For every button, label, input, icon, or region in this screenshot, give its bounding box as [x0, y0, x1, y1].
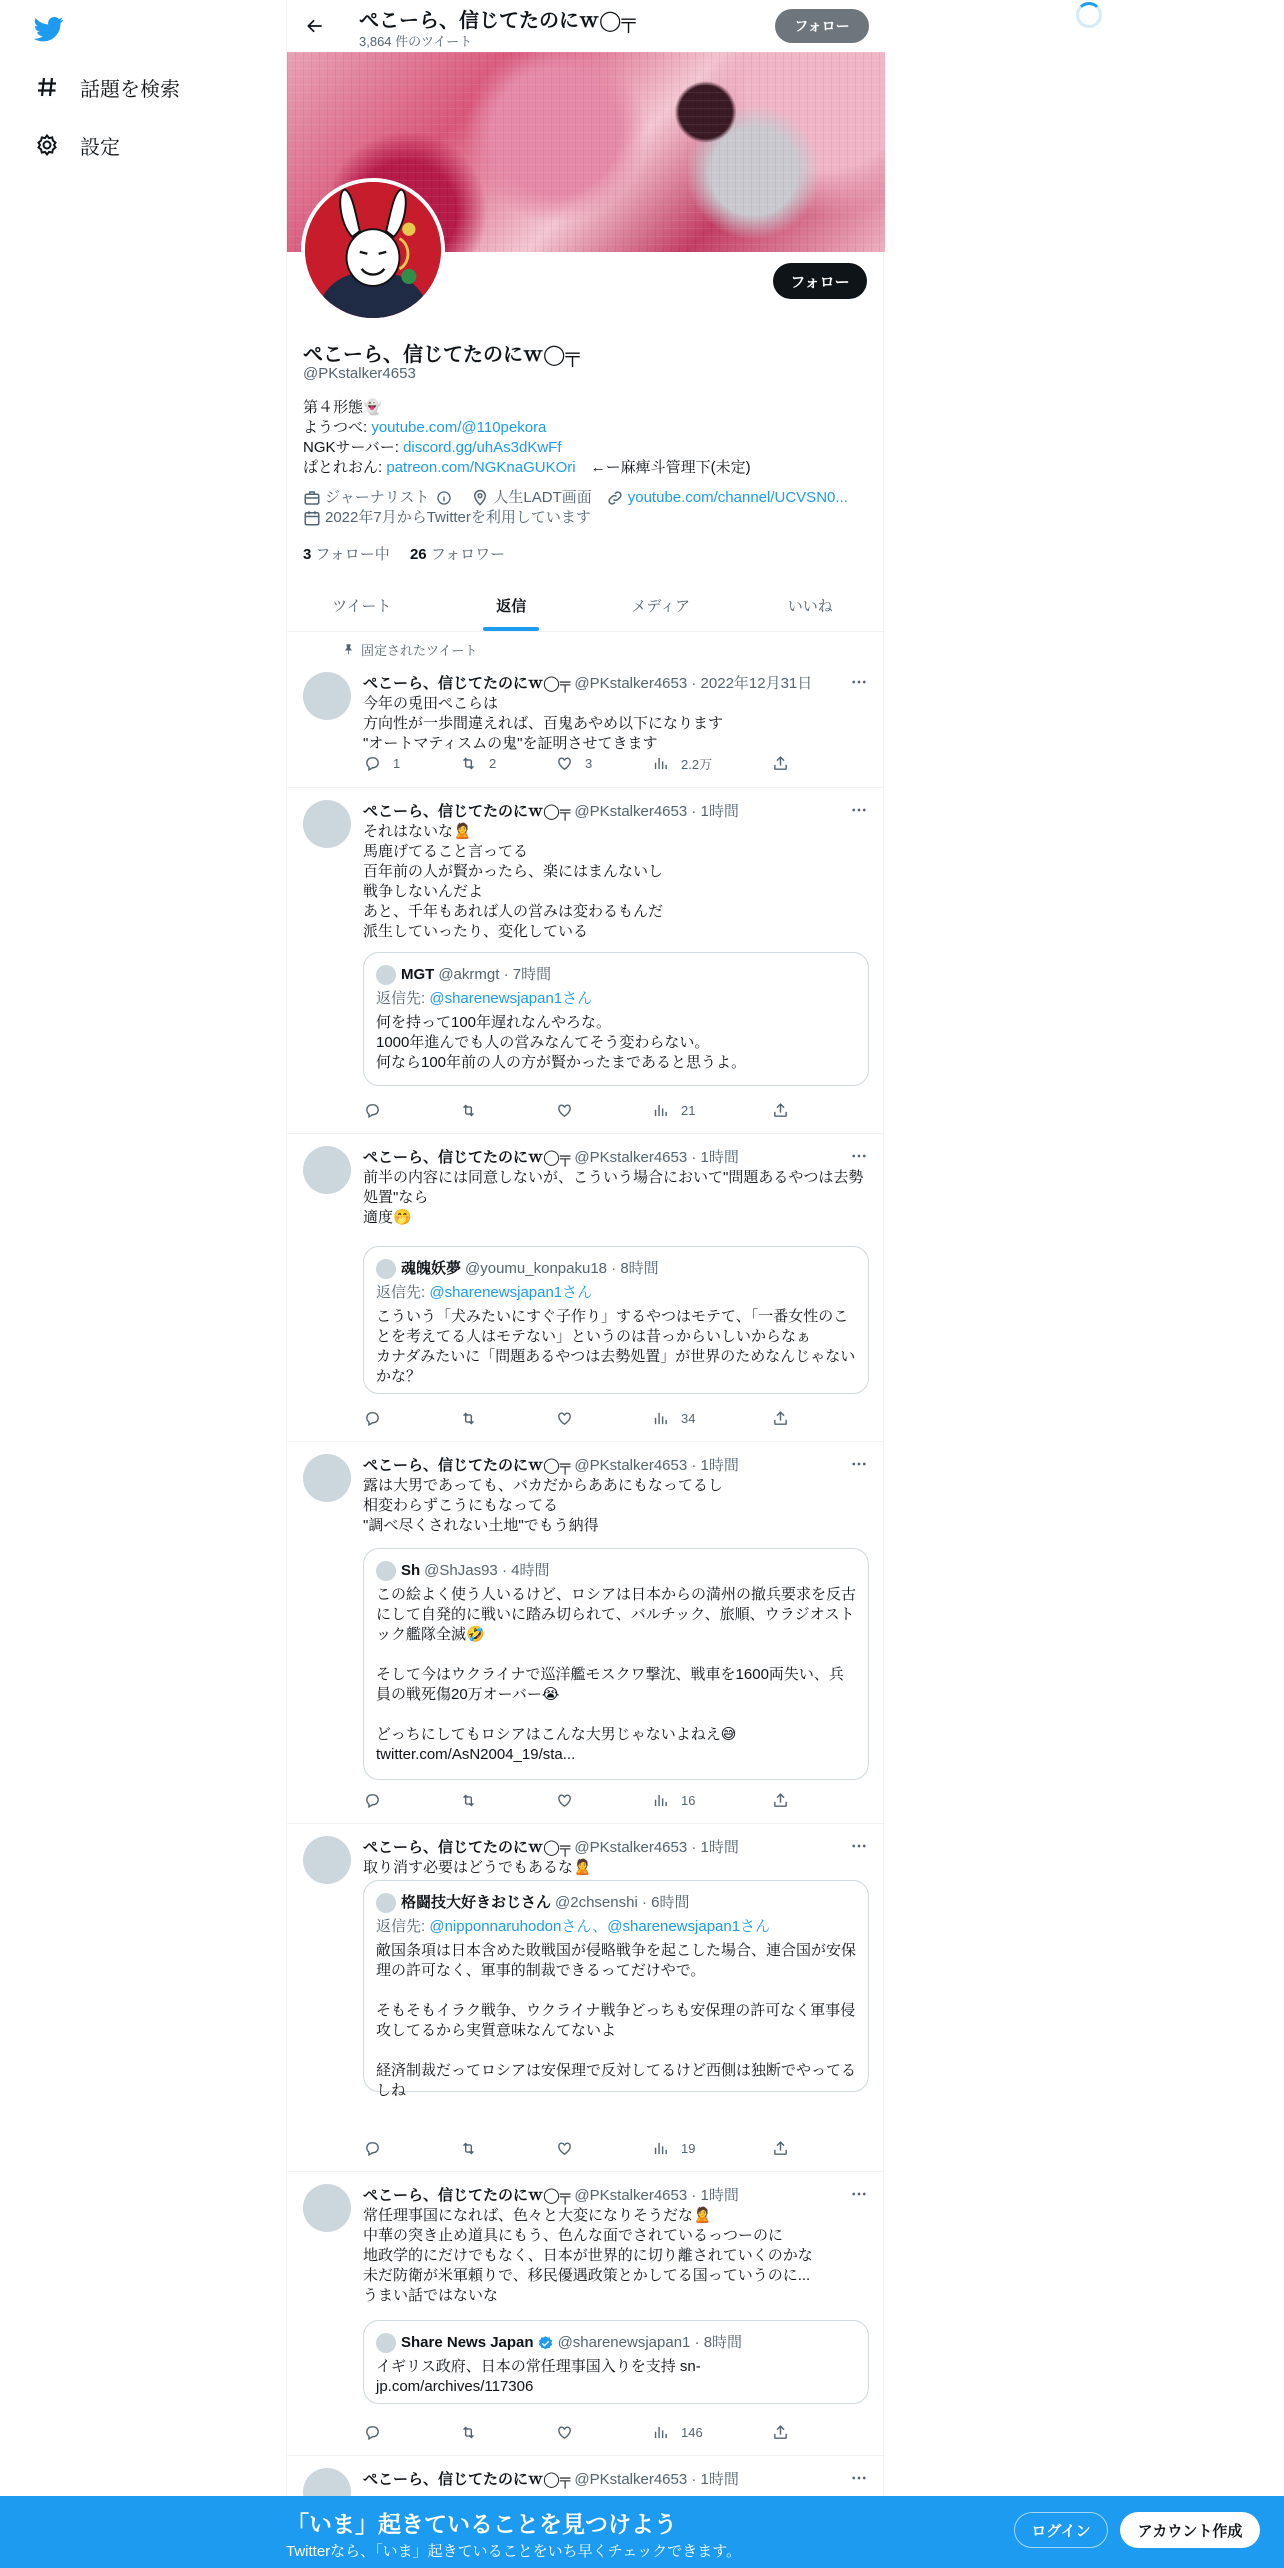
- quoted-text-line: 攻してるから実質意味なんてないよ: [376, 2022, 617, 2039]
- bio-line: [303, 458, 863, 478]
- quoted-author-name: 格闘技大好きおじさん: [401, 1894, 552, 1911]
- share-icon: [771, 1409, 789, 1427]
- views-button[interactable]: [651, 1101, 695, 1119]
- quoted-text-line: [376, 2041, 856, 2061]
- quoted-author-name: 魂魄妖夢: [401, 1260, 462, 1277]
- back-arrow-icon[interactable]: [301, 12, 329, 40]
- nav-settings[interactable]: [34, 128, 120, 162]
- tweet-text-line: "調べ尽くされない土地"でもう納得: [363, 1517, 599, 1534]
- views-button[interactable]: [651, 1791, 695, 1809]
- retweet-icon: [459, 754, 477, 772]
- tweet-text-line: 馬鹿げてること言ってる: [363, 843, 529, 860]
- like-button[interactable]: [555, 1101, 585, 1119]
- twitter-logo-icon[interactable]: [34, 14, 64, 44]
- quoted-author-name: Sh: [401, 1562, 421, 1579]
- nav-explore[interactable]: [34, 70, 180, 104]
- tweet-text-line: 今年の兎田ぺこらは: [363, 695, 499, 712]
- tab-tweets[interactable]: ツイート: [332, 597, 392, 615]
- tweet[interactable]: [287, 2172, 885, 2456]
- reply-button[interactable]: [363, 1101, 393, 1119]
- views-icon: [651, 1409, 669, 1427]
- quoted-text-line: 何を持って100年遅れなんやろな。: [376, 1014, 612, 1031]
- tweet-author-name[interactable]: ぺこーら、信じてたのにｗ◯╤: [363, 2187, 571, 2204]
- bio-line: [303, 438, 863, 458]
- quoted-text-line: [376, 1705, 856, 1725]
- quoted-text-line: 何なら100年前の人の方が賢かったまであると思うよ。: [376, 1054, 747, 1071]
- quoted-text-line: ック艦隊全滅🤣: [376, 1626, 485, 1643]
- tweet-text-line: 中華の突き止め道具にもう、色んな面でされているっつーのに: [363, 2227, 784, 2244]
- hashtag-icon: [34, 74, 60, 100]
- tweet-text-line: うまい話ではないな: [363, 2287, 499, 2304]
- avatar[interactable]: [303, 1146, 351, 1194]
- more-options-icon[interactable]: [849, 1146, 869, 1166]
- more-options-icon[interactable]: [849, 2184, 869, 2204]
- pinned-text: 固定されたツイート: [361, 643, 478, 658]
- reply-label: 返信先:: [376, 1918, 430, 1935]
- profile-website[interactable]: [606, 488, 848, 508]
- tweet-author-name[interactable]: ぺこーら、信じてたのにｗ◯╤: [363, 1149, 571, 1166]
- following-link[interactable]: [303, 546, 390, 563]
- quoted-text-line: 1000年進んでも人の営みなんてそう変わらない。: [376, 1034, 710, 1051]
- tweet-author-name[interactable]: ぺこーら、信じてたのにｗ◯╤: [363, 2471, 571, 2488]
- views-button[interactable]: [651, 1409, 695, 1427]
- reply-icon: [363, 754, 381, 772]
- reply-count: 1: [393, 755, 401, 771]
- bio-youtube-link[interactable]: youtube.com/@110pekora: [371, 419, 547, 436]
- quoted-tweet-text: [376, 1585, 856, 1765]
- tweet-text-line: 取り消す必要はどうでもあるな🙎: [363, 1859, 592, 1876]
- quoted-avatar: [376, 965, 396, 985]
- profile-follow-button[interactable]: フォロー: [773, 263, 867, 299]
- like-icon: [555, 1101, 573, 1119]
- quoted-avatar: [376, 1561, 396, 1581]
- signup-banner-subtitle: Twitterなら、「いま」起きていることをいち早くチェックできます。: [286, 2543, 742, 2560]
- views-icon: [651, 754, 669, 772]
- quoted-tweet-text: [376, 1941, 856, 2101]
- signup-button[interactable]: アカウント作成: [1120, 2512, 1260, 2548]
- reply-button[interactable]: [363, 754, 400, 772]
- tweet-text-line: 常任理事国になれば、色々と大変になりそうだな🙎: [363, 2207, 712, 2224]
- tweet-text: [363, 1168, 869, 1228]
- following-count: 3: [303, 546, 312, 563]
- bio-label: NGKサーバー:: [303, 439, 404, 456]
- quoted-tweet[interactable]: [363, 1548, 869, 1780]
- profile-location-label: 人生LADT画面: [493, 489, 592, 506]
- tweet-handle-time: @PKstalker4653 · 2022年12月31日: [574, 675, 813, 692]
- avatar[interactable]: [303, 672, 351, 720]
- tweet-text: [363, 822, 869, 942]
- tweet-handle-time: @PKstalker4653 · 1時間: [574, 1457, 739, 1474]
- tab-media[interactable]: メディア: [631, 597, 691, 615]
- share-icon: [771, 754, 789, 772]
- bio-line: 第４形態👻: [303, 399, 382, 416]
- tweet-author-name[interactable]: ぺこーら、信じてたのにｗ◯╤: [363, 803, 571, 820]
- like-button[interactable]: [555, 754, 592, 772]
- pin-icon: [337, 643, 355, 657]
- quoted-handle-time: @akrmgt · 7時間: [438, 966, 552, 983]
- views-icon: [651, 2139, 669, 2157]
- avatar[interactable]: [303, 1836, 351, 1884]
- quoted-text-line: かな？: [376, 1368, 422, 1385]
- views-count: 19: [681, 2140, 696, 2156]
- like-count: 3: [585, 755, 593, 771]
- tweet-text: [363, 2206, 869, 2306]
- share-button[interactable]: [771, 1101, 801, 1119]
- tweet-handle-time: @PKstalker4653 · 1時間: [574, 2187, 739, 2204]
- reply-button[interactable]: [363, 1409, 393, 1427]
- tweet[interactable]: [287, 634, 885, 788]
- reply-icon: [363, 1101, 381, 1119]
- more-options-icon[interactable]: [849, 2468, 869, 2488]
- share-icon: [771, 2423, 789, 2441]
- avatar[interactable]: [303, 2184, 351, 2232]
- avatar[interactable]: [303, 800, 351, 848]
- tweet-text-line: 派生していったり、変化している: [363, 923, 589, 940]
- tweet-text: [363, 694, 869, 754]
- quoted-text-line: そして今はウクライナで巡洋艦モスクワ撃沈、戦車を1600両失い、兵: [376, 1666, 844, 1683]
- retweet-button[interactable]: [459, 2139, 489, 2157]
- follow-stats: [303, 543, 505, 564]
- header-profile-name: ぺこーら、信じてたのにｗ◯╤: [359, 10, 636, 32]
- more-options-icon[interactable]: [849, 1836, 869, 1856]
- quoted-text-line: しね: [376, 2082, 407, 2099]
- tweet-text: [363, 1858, 869, 1878]
- quoted-text-line: 員の戦死傷20万オーバー😭: [376, 1686, 560, 1703]
- quoted-text-line: とを考えてる人はモテない」というのは昔っからいしいからなぁ: [376, 1328, 812, 1345]
- bio-label: ようつべ:: [303, 419, 372, 436]
- tweet-text-line: 露は大男であっても、バカだからああにもなってるし: [363, 1477, 723, 1494]
- quoted-tweet-text: [376, 2357, 856, 2397]
- views-button[interactable]: [651, 754, 712, 773]
- tweet[interactable]: [287, 788, 885, 1134]
- like-button[interactable]: [555, 1791, 585, 1809]
- reply-label: 返信先:: [376, 1284, 430, 1301]
- profile-bio: [303, 398, 863, 478]
- retweet-icon: [459, 2139, 477, 2157]
- tweet-author-name[interactable]: ぺこーら、信じてたのにｗ◯╤: [363, 1457, 571, 1474]
- views-count: 16: [681, 1792, 696, 1808]
- retweet-button[interactable]: [459, 754, 496, 772]
- views-count: 146: [681, 2424, 703, 2440]
- quoted-handle-time: @ShJas93 · 4時間: [424, 1562, 550, 1579]
- tweet-text-line: それはないな🙎: [363, 823, 472, 840]
- views-count: 21: [681, 1102, 696, 1118]
- tab-likes[interactable]: いいね: [787, 597, 833, 615]
- quoted-text-line: [376, 1981, 856, 2001]
- bio-line: [303, 418, 863, 438]
- tweet-header: [363, 1836, 739, 1857]
- quoted-avatar: [376, 2333, 396, 2353]
- signup-banner-title: 「いま」起きていることを見つけよう: [286, 2511, 677, 2537]
- share-icon: [771, 1791, 789, 1809]
- profile-category-label: ジャーナリスト: [325, 489, 430, 506]
- share-button[interactable]: [771, 2139, 801, 2157]
- tweet-text-line: 未だ防衛が米軍頼りで、移民優遇政策とかしてる国っていうのに...: [363, 2267, 811, 2284]
- tab-replies[interactable]: 返信: [437, 579, 587, 631]
- bio-discord-link[interactable]: discord.gg/uhAs3dKwFf: [403, 439, 562, 456]
- quoted-text-line: [376, 1645, 856, 1665]
- followers-label: フォロワー: [430, 546, 506, 563]
- like-icon: [555, 1791, 573, 1809]
- quoted-text-line: この絵よく使う人いるけど、ロシアは日本からの満州の撤兵要求を反古: [376, 1586, 857, 1603]
- quoted-avatar: [376, 1893, 396, 1913]
- tweet-text-line: 戦争しないんだよ: [363, 883, 484, 900]
- profile-header-bar: [287, 0, 885, 52]
- reply-button[interactable]: [363, 1791, 393, 1809]
- tweet-text-line: 適度🤭: [363, 1209, 412, 1226]
- retweet-icon: [459, 1791, 477, 1809]
- quoted-reply-context: [376, 1283, 856, 1303]
- retweet-icon: [459, 2423, 477, 2441]
- quoted-handle-time: @sharenewsjapan1 · 8時間: [557, 2334, 743, 2351]
- quoted-tweet-header: [376, 1259, 856, 1279]
- following-label: フォロー中: [315, 546, 390, 563]
- reply-icon: [363, 2423, 381, 2441]
- tweet-handle-time: @PKstalker4653 · 1時間: [574, 803, 739, 820]
- tweet-author-name[interactable]: ぺこーら、信じてたのにｗ◯╤: [363, 675, 571, 692]
- tweet-text-line: "オートマティスムの鬼"を証明させてきます: [363, 735, 658, 752]
- main-column: [286, 0, 884, 2568]
- quoted-text-line: 敵国条項は日本含めた敗戦国が侵略戦争を起こした場合、連合国が安保: [376, 1942, 857, 1959]
- quoted-handle-time: @2chsenshi · 6時間: [555, 1894, 690, 1911]
- followers-count: 26: [409, 546, 427, 563]
- retweet-button[interactable]: [459, 1409, 489, 1427]
- header-follow-button[interactable]: フォロー: [775, 9, 869, 43]
- retweet-button[interactable]: [459, 2423, 489, 2441]
- profile-location: [471, 488, 591, 508]
- retweet-icon: [459, 1101, 477, 1119]
- quoted-handle-time: @youmu_konpaku18 · 8時間: [465, 1260, 659, 1277]
- bio-suffix: ←ー麻痺斗管理下(未定): [575, 459, 751, 476]
- tweet-header: [363, 2184, 739, 2205]
- profile-name: ぺこーら、信じてたのにｗ◯╤: [303, 344, 580, 366]
- like-button[interactable]: [555, 2423, 585, 2441]
- nav-settings-label: 設定: [80, 136, 120, 159]
- like-icon: [555, 2139, 573, 2157]
- briefcase-icon: [303, 489, 321, 507]
- info-icon[interactable]: [435, 489, 453, 507]
- share-button[interactable]: [771, 754, 801, 772]
- views-icon: [651, 1791, 669, 1809]
- reply-icon: [363, 2139, 381, 2157]
- profile-category: [303, 488, 457, 508]
- quoted-text-line: こういう「犬みたいにすぐ子作り」するやつはモテて、「一番女性のこ: [376, 1308, 849, 1325]
- tweet-handle-time: @PKstalker4653 · 1時間: [574, 1839, 739, 1856]
- gear-icon: [34, 132, 60, 158]
- quoted-reply-context: [376, 989, 856, 1009]
- calendar-icon: [303, 509, 321, 527]
- views-button[interactable]: [651, 2139, 695, 2157]
- views-button[interactable]: [651, 2423, 703, 2441]
- tweet[interactable]: [287, 1824, 885, 2172]
- profile-joined: [303, 508, 591, 528]
- quoted-author-name: MGT: [401, 966, 435, 983]
- profile-handle: @PKstalker4653: [303, 365, 416, 382]
- retweet-icon: [459, 1409, 477, 1427]
- tweet-text-line: 地政学的にだけでもなく、日本が世界的に切り離されていくのかな: [363, 2247, 813, 2264]
- share-button[interactable]: [771, 2423, 801, 2441]
- login-button[interactable]: ログイン: [1014, 2512, 1108, 2548]
- reply-to-link[interactable]: @nipponnaruhodonさん、@sharenewsjapan1さん: [429, 1918, 771, 1935]
- tweet-text-line: 処置"なら: [363, 1189, 429, 1206]
- more-options-icon[interactable]: [849, 672, 869, 692]
- quoted-tweet[interactable]: [363, 952, 869, 1086]
- quoted-text-line: twitter.com/AsN2004_19/sta...: [376, 1746, 576, 1763]
- quoted-avatar: [376, 1259, 396, 1279]
- views-count: 2.2万: [681, 756, 713, 772]
- nav-explore-label: 話題を検索: [80, 78, 180, 101]
- tweet-text: [363, 1476, 869, 1536]
- quoted-text-line: そもそもイラク戦争、ウクライナ戦争どっちも安保理の許可なく軍事侵: [376, 2002, 856, 2019]
- views-icon: [651, 2423, 669, 2441]
- share-icon: [771, 2139, 789, 2157]
- views-count: 34: [681, 1410, 696, 1426]
- profile-meta: [303, 488, 873, 528]
- more-options-icon[interactable]: [849, 800, 869, 820]
- tweet-handle-time: @PKstalker4653 · 1時間: [574, 2471, 739, 2488]
- quoted-tweet[interactable]: [363, 1246, 869, 1394]
- followers-link[interactable]: [410, 546, 505, 563]
- share-button[interactable]: [771, 1409, 801, 1427]
- pinned-label: [337, 640, 477, 659]
- verified-badge-icon: [537, 2335, 554, 2352]
- quoted-text-line: カナダみたいに「問題あるやつは去勢処置」が世界のためなんじゃない: [376, 1348, 856, 1365]
- tweet-text-line: 百年前の人が賢かったら、楽にはまんないし: [363, 863, 664, 880]
- tweet[interactable]: [287, 1442, 885, 1824]
- loading-spinner-icon: [1076, 2, 1102, 28]
- tweet-text-line: あと、千年もあれば人の営みは変わるもんだ: [363, 903, 664, 920]
- quoted-reply-context: [376, 1917, 856, 1937]
- avatar[interactable]: [303, 1454, 351, 1502]
- like-button[interactable]: [555, 1409, 585, 1427]
- tweet-text-line: 方向性が一歩間違えれば、百鬼あやめ以下になります: [363, 715, 724, 732]
- profile-tabs: [287, 579, 885, 632]
- retweet-button[interactable]: [459, 1791, 489, 1809]
- bio-patreon-link[interactable]: patreon.com/NGKnaGUKOri: [386, 459, 576, 476]
- quoted-tweet[interactable]: [363, 2320, 869, 2404]
- quoted-tweet-text: [376, 1013, 856, 1073]
- reply-button[interactable]: [363, 2423, 393, 2441]
- reply-to-link[interactable]: @sharenewsjapan1さん: [429, 1284, 593, 1301]
- share-icon: [771, 1101, 789, 1119]
- tweet[interactable]: [287, 1134, 885, 1442]
- quoted-tweet-header: [376, 965, 856, 985]
- like-icon: [555, 1409, 573, 1427]
- like-icon: [555, 754, 573, 772]
- link-icon: [606, 489, 624, 507]
- quoted-text-line: にして自発的に戦いに踏み切られて、バルチック、旅順、ウラジオスト: [376, 1606, 855, 1623]
- reply-icon: [363, 1791, 381, 1809]
- tweet-handle-time: @PKstalker4653 · 1時間: [574, 1149, 739, 1166]
- profile-avatar[interactable]: [301, 178, 445, 322]
- quoted-text-line: どっちにしてもロシアはこんな大男じゃないよねえ😅: [376, 1726, 737, 1743]
- reply-icon: [363, 1409, 381, 1427]
- tweet-text-line: 前半の内容には同意しないが、こういう場合において"問題あるやつは去勢: [363, 1169, 864, 1186]
- retweet-count: 2: [489, 755, 497, 771]
- bio-label: ぱとれおん:: [303, 459, 387, 476]
- signup-banner: [0, 2496, 1284, 2568]
- profile-joined-label: 2022年7月からTwitterを利用しています: [325, 509, 591, 526]
- like-button[interactable]: [555, 2139, 585, 2157]
- quoted-text-line: 経済制裁だってロシアは安保理で反対してるけど西側は独断でやってる: [376, 2062, 857, 2079]
- reply-button[interactable]: [363, 2139, 393, 2157]
- quoted-author-name: Share News Japan: [401, 2334, 534, 2351]
- tweet-header: [363, 2468, 739, 2489]
- tweet-text-line: 相変わらずこうにもなってる: [363, 1497, 559, 1514]
- header-tweet-count: 3,864 件のツイート: [359, 34, 473, 49]
- quoted-tweet-header: [376, 2333, 856, 2353]
- retweet-button[interactable]: [459, 1101, 489, 1119]
- quoted-text-line: jp.com/archives/117306: [376, 2378, 534, 2395]
- views-icon: [651, 1101, 669, 1119]
- location-pin-icon: [471, 489, 489, 507]
- more-options-icon[interactable]: [849, 1454, 869, 1474]
- quoted-tweet-header: [376, 1893, 856, 1913]
- profile-website-link[interactable]: youtube.com/channel/UCVSN0...: [627, 489, 848, 506]
- quoted-text-line: イギリス政府、日本の常任理事国入りを支持 sn-: [376, 2358, 701, 2375]
- tweet-header: [363, 1146, 739, 1167]
- like-icon: [555, 2423, 573, 2441]
- quoted-tweet[interactable]: [363, 1880, 869, 2099]
- tweet-header: [363, 672, 812, 693]
- reply-label: 返信先:: [376, 990, 430, 1007]
- reply-to-link[interactable]: @sharenewsjapan1さん: [429, 990, 593, 1007]
- tweet-author-name[interactable]: ぺこーら、信じてたのにｗ◯╤: [363, 1839, 571, 1856]
- share-button[interactable]: [771, 1791, 801, 1809]
- quoted-tweet-text: [376, 1307, 856, 1387]
- tweet-header: [363, 800, 739, 821]
- quoted-tweet-header: [376, 1561, 856, 1581]
- quoted-text-line: 理の許可なく、軍事的制裁できるってだけやで。: [376, 1962, 706, 1979]
- tweet-header: [363, 1454, 739, 1475]
